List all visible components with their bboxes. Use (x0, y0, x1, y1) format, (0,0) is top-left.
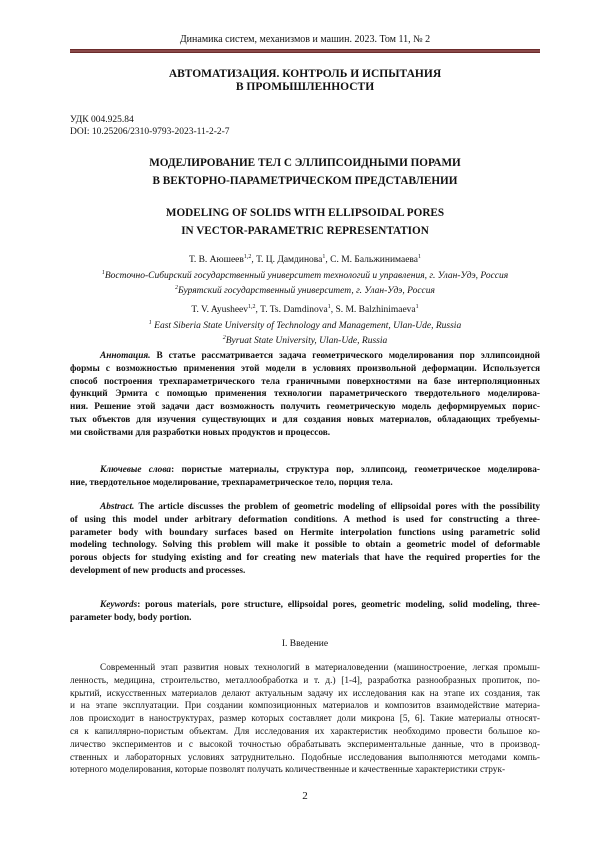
author: T. V. Ayusheev (191, 305, 248, 315)
title-ru (70, 154, 540, 190)
block-label: Abstract. (100, 502, 134, 512)
text-line (70, 350, 540, 363)
line-text: Современный этап развития новых технологий в материаловедении (машиностроение, легкая промыш- (100, 663, 540, 673)
affiliation (70, 282, 540, 298)
text-line (70, 726, 540, 739)
text-line (70, 514, 540, 527)
text-line (70, 612, 540, 625)
text-line (70, 700, 540, 713)
line-text: modeling technology. Solving this problem will make it possible to obtain a geometric model of deformable (70, 540, 540, 550)
aff-sup: 1 (102, 270, 105, 276)
authors-en (70, 301, 540, 348)
text-line (70, 739, 540, 752)
author-sup: 1,2 (244, 254, 252, 260)
aff-sup: 2 (223, 335, 226, 341)
page-number: 2 (70, 790, 540, 802)
line-text: способ построения трехпараметрического тела граничными поверхностями на базе интерполяционных (70, 377, 540, 387)
doi: DOI: 10.25206/2310-9793-2023-11-2-2-7 (70, 126, 230, 138)
line-text: ственных и лабораторных условиях затруднительно. Подобные исследования выполняются методами компь- (70, 753, 540, 763)
text-line (70, 376, 540, 389)
author-sup: 1,2 (248, 304, 256, 310)
author-sup: 1 (322, 254, 325, 260)
text-line (70, 599, 540, 612)
author-sup: 1 (328, 304, 331, 310)
author-list (70, 251, 540, 267)
line-text: лов происходит в наноструктурах, размер которых составляет доли микрона [5, 6]. Такие материалы относят- (70, 714, 540, 724)
affiliation-text: Byruat State University, Ulan-Ude, Russia (226, 336, 387, 346)
article-meta (70, 114, 230, 138)
line-text: ленность, медицина, строительство, металлообработка и т. д.) [1-4], разработка разнообразных пропиток, по- (70, 676, 540, 686)
line-text: ся к капиллярно-пористым объектам. Для исследования их характеристик необходимо провести большое ко- (70, 727, 540, 737)
affiliation-text: East Siberia State University of Technology and Management, Ulan-Ude, Russia (152, 321, 461, 331)
text-line (70, 427, 540, 440)
title-en (70, 204, 540, 240)
line-text: The article discusses the problem of geometric modeling of ellipsoidal pores with the possibility (134, 502, 540, 512)
text-line (70, 552, 540, 565)
text-line (70, 539, 540, 552)
affiliation (70, 267, 540, 283)
line-text: тых объектов для изучения существующих и для создания новых материалов, обладающих требуемы- (70, 415, 540, 425)
title-ru-line: МОДЕЛИРОВАНИЕ ТЕЛ С ЭЛЛИПСОИДНЫМИ ПОРАМИ (70, 154, 540, 172)
text-line (70, 388, 540, 401)
text-line (70, 363, 540, 376)
line-text: ми свойствами для разработки новых продуктов и процессов. (70, 428, 330, 438)
section-title (70, 68, 540, 94)
aff-sup: 2 (175, 285, 178, 291)
block-label: Ключевые слова (100, 465, 171, 475)
line-text: parameter body with boundary surfaces based on Hermite interpolation functions using parametric solid (70, 528, 540, 538)
authors-ru (70, 251, 540, 298)
text-line (70, 477, 540, 490)
block-label: Keywords (100, 600, 137, 610)
line-text: крытий, искусственных материалов делают актуальным задачу их исследования как на этапе их создания, так (70, 689, 540, 699)
text-line (70, 688, 540, 701)
text-line (70, 464, 540, 477)
text-line (70, 675, 540, 688)
text-line (70, 501, 540, 514)
line-text: функций Эрмита с помощью применения технологии параметрического твердотельного моделирова- (70, 389, 540, 399)
line-text: : пористые материалы, структура пор, эллипсоид, геометрическое моделирова- (171, 465, 540, 475)
author: , T. Ts. Damdinova (256, 305, 328, 315)
keywords-en (70, 599, 540, 625)
author: , Т. Ц. Дамдинова (251, 255, 322, 265)
section-title-line: АВТОМАТИЗАЦИЯ. КОНТРОЛЬ И ИСПЫТАНИЯ (70, 68, 540, 81)
intro-heading: I. Введение (70, 639, 540, 649)
line-text: В статье рассматривается задача геометрического моделирования пор эллипсоидной (151, 351, 540, 361)
author-sup: 1 (418, 254, 421, 260)
line-text: ния. Решение этой задачи даст возможность получить геометрическую модель деформируемых порис- (70, 402, 540, 412)
text-line (70, 662, 540, 675)
text-line (70, 565, 540, 578)
line-text: и на этапе эксплуатации. При создании композиционных материалов и композитов взаимодействие материа- (70, 701, 540, 711)
text-line (70, 414, 540, 427)
running-header: Динамика систем, механизмов и машин. 2023. Том 11, № 2 (70, 34, 540, 45)
line-text: личество экспериментов и с высокой точностью обрабатывать экспериментальные данные, что в производ- (70, 740, 540, 750)
block-label: Аннотация. (100, 351, 151, 361)
line-text: porous objects for studying existing and for creating new materials that have the required properties for the (70, 553, 540, 563)
section-title-line: В ПРОМЫШЛЕННОСТИ (70, 81, 540, 94)
title-en-line: MODELING OF SOLIDS WITH ELLIPSOIDAL PORES (70, 204, 540, 222)
line-text: of using this model under arbitrary deformation conditions. A method is used for constructing a three- (70, 515, 540, 525)
title-en-line: IN VECTOR-PARAMETRIC REPRESENTATION (70, 222, 540, 240)
title-ru-line: В ВЕКТОРНО-ПАРАМЕТРИЧЕСКОМ ПРЕДСТАВЛЕНИИ (70, 172, 540, 190)
text-line (70, 752, 540, 765)
affiliation-text: Бурятский государственный университет, г. Улан-Удэ, Россия (178, 286, 435, 296)
abstract-en (70, 501, 540, 578)
text-line (70, 713, 540, 726)
line-text: ние, твердотельное моделирование, трехпараметрическое тело, порция тела. (70, 478, 393, 488)
author-sup: 1 (416, 304, 419, 310)
author: Т. В. Аюшеев (189, 255, 244, 265)
line-text: : porous materials, pore structure, ellipsoidal pores, geometric modeling, solid modeling, three- (137, 600, 540, 610)
affiliation (70, 332, 540, 348)
annotation-ru (70, 350, 540, 440)
intro-paragraph (70, 662, 540, 777)
author: , S. M. Balzhinimaeva (331, 305, 416, 315)
line-text: ютерного моделирования, которые позволят получать количественные и качественные характеристики струк- (70, 765, 505, 775)
line-text: development of new products and processes. (70, 566, 245, 576)
author: , С. М. Бальжинимаева (325, 255, 418, 265)
text-line (70, 527, 540, 540)
line-text: формы с возможностью применения этой модели в условиях произвольной деформации. Используется (70, 364, 540, 374)
aff-sup: 1 (149, 320, 152, 326)
udc: УДК 004.925.84 (70, 114, 230, 126)
affiliation-text: Восточно-Сибирский государственный университет технологий и управления, г. Улан-Удэ, Россия (105, 271, 508, 281)
text-line (70, 764, 540, 777)
author-list (70, 301, 540, 317)
affiliation (70, 317, 540, 333)
line-text: parameter body, body portion. (70, 613, 191, 623)
keywords-ru (70, 464, 540, 490)
text-line (70, 401, 540, 414)
header-rule (70, 49, 540, 53)
